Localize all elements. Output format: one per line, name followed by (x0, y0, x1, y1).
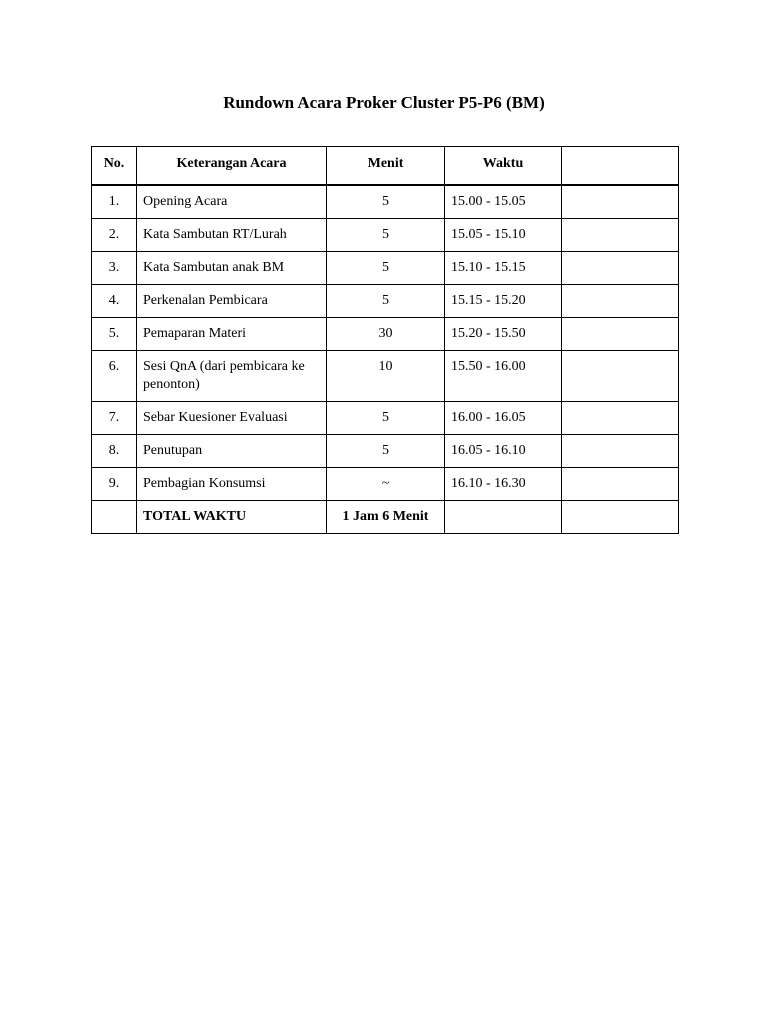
cell-extra (562, 219, 679, 252)
cell-extra (562, 402, 679, 435)
cell-keterangan: Sebar Kuesioner Evaluasi (137, 402, 327, 435)
cell-extra (562, 435, 679, 468)
cell-extra (562, 351, 679, 402)
table-header-row (92, 147, 679, 186)
cell-waktu: 15.50 - 16.00 (445, 351, 562, 402)
cell-extra (562, 285, 679, 318)
page-title: Rundown Acara Proker Cluster P5-P6 (BM) (223, 93, 545, 112)
header-no: No. (92, 147, 137, 186)
table-row (92, 402, 679, 435)
cell-menit: ~ (327, 468, 445, 501)
cell-menit: 5 (327, 285, 445, 318)
cell-waktu: 15.15 - 15.20 (445, 285, 562, 318)
cell-keterangan: Opening Acara (137, 185, 327, 219)
cell-no: 6. (92, 351, 137, 402)
total-no (92, 501, 137, 534)
table-row (92, 252, 679, 285)
cell-waktu: 15.20 - 15.50 (445, 318, 562, 351)
cell-extra (562, 318, 679, 351)
cell-keterangan: Kata Sambutan anak BM (137, 252, 327, 285)
cell-no: 3. (92, 252, 137, 285)
total-row (92, 501, 679, 534)
table-row (92, 351, 679, 402)
cell-no: 1. (92, 185, 137, 219)
cell-waktu: 15.10 - 15.15 (445, 252, 562, 285)
cell-no: 7. (92, 402, 137, 435)
total-label: TOTAL WAKTU (137, 501, 327, 534)
cell-no: 4. (92, 285, 137, 318)
total-extra (562, 501, 679, 534)
cell-no: 9. (92, 468, 137, 501)
cell-extra (562, 468, 679, 501)
table-row (92, 435, 679, 468)
cell-menit: 5 (327, 435, 445, 468)
cell-keterangan: Pemaparan Materi (137, 318, 327, 351)
rundown-table (91, 146, 679, 534)
cell-menit: 5 (327, 252, 445, 285)
cell-menit: 30 (327, 318, 445, 351)
cell-waktu: 16.00 - 16.05 (445, 402, 562, 435)
header-waktu: Waktu (445, 147, 562, 186)
total-menit: 1 Jam 6 Menit (327, 501, 445, 534)
cell-no: 8. (92, 435, 137, 468)
table-row (92, 285, 679, 318)
cell-extra (562, 252, 679, 285)
cell-keterangan: Kata Sambutan RT/Lurah (137, 219, 327, 252)
header-extra (562, 147, 679, 186)
cell-menit: 5 (327, 402, 445, 435)
cell-keterangan: Penutupan (137, 435, 327, 468)
table-row (92, 468, 679, 501)
cell-menit: 5 (327, 185, 445, 219)
cell-keterangan: Perkenalan Pembicara (137, 285, 327, 318)
cell-no: 2. (92, 219, 137, 252)
table-row (92, 318, 679, 351)
cell-keterangan: Pembagian Konsumsi (137, 468, 327, 501)
header-menit: Menit (327, 147, 445, 186)
cell-waktu: 15.05 - 15.10 (445, 219, 562, 252)
cell-menit: 5 (327, 219, 445, 252)
cell-menit: 10 (327, 351, 445, 402)
total-waktu (445, 501, 562, 534)
table-row (92, 185, 679, 219)
cell-extra (562, 185, 679, 219)
table-row (92, 219, 679, 252)
header-keterangan: Keterangan Acara (137, 147, 327, 186)
cell-waktu: 16.10 - 16.30 (445, 468, 562, 501)
cell-no: 5. (92, 318, 137, 351)
cell-keterangan: Sesi QnA (dari pembicara ke penonton) (137, 351, 327, 402)
cell-waktu: 16.05 - 16.10 (445, 435, 562, 468)
cell-waktu: 15.00 - 15.05 (445, 185, 562, 219)
